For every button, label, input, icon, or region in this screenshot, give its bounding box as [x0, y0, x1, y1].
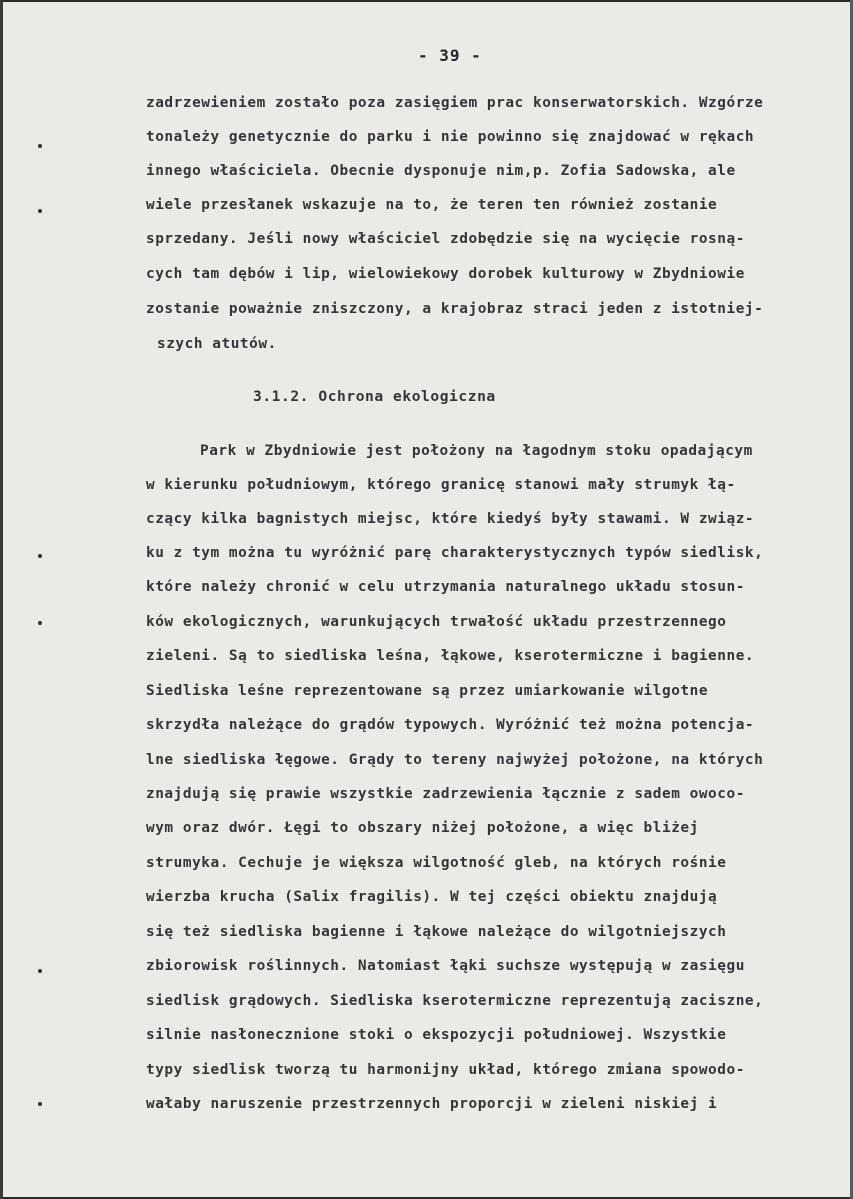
paragraph-line: czący kilka bagnistych miejsc, które kiedyś były stawami. W związ-	[146, 511, 755, 527]
text-line: zadrzewieniem zostało poza zasięgiem prac konserwatorskich. Wzgórze	[146, 95, 764, 111]
paragraph-line: wym oraz dwór. Łęgi to obszary niżej położone, a więc bliżej	[146, 820, 699, 836]
margin-dot	[38, 969, 42, 973]
margin-dot	[38, 621, 42, 625]
scan-left-edge	[0, 0, 3, 1199]
paragraph-line: ku z tym można tu wyróżnić parę charakterystycznych typów siedlisk,	[146, 545, 764, 561]
margin-dot	[38, 144, 42, 148]
paragraph-line: skrzydła należące do grądów typowych. Wyróżnić też można potencja-	[146, 717, 755, 733]
paragraph-line: strumyka. Cechuje je większa wilgotność gleb, na których rośnie	[146, 855, 727, 871]
paragraph-line: Park w Zbydniowie jest położony na łagodnym stoku opadającym	[200, 443, 753, 459]
paragraph-line: się też siedliska bagienne i łąkowe należące do wilgotniejszych	[146, 924, 727, 940]
text-line: szych atutów.	[157, 336, 277, 352]
page-number: - 39 -	[418, 46, 482, 65]
text-line: wiele przesłanek wskazuje na to, że teren ten również zostanie	[146, 197, 718, 213]
paragraph-line: ków ekologicznych, warunkujących trwałość układu przestrzennego	[146, 614, 727, 630]
paragraph-line: znajdują się prawie wszystkie zadrzewienia łącznie z sadem owoco-	[146, 786, 745, 802]
paragraph-line: które należy chronić w celu utrzymania naturalnego układu stosun-	[146, 579, 745, 595]
margin-dot	[38, 554, 42, 558]
paragraph-line: lne siedliska łęgowe. Grądy to tereny najwyżej położone, na których	[146, 752, 764, 768]
paragraph-line: wałaby naruszenie przestrzennych proporcji w zieleni niskiej i	[146, 1096, 718, 1112]
paragraph-line: silnie nasłonecznione stoki o ekspozycji południowej. Wszystkie	[146, 1027, 727, 1043]
text-line: cych tam dębów i lip, wielowiekowy dorobek kulturowy w Zbydniowie	[146, 266, 745, 282]
paragraph-line: typy siedlisk tworzą tu harmonijny układ, którego zmiana spowodo-	[146, 1062, 745, 1078]
text-line: zostanie poważnie zniszczony, a krajobraz straci jeden z istotniej-	[146, 301, 764, 317]
paragraph-line: siedlisk grądowych. Siedliska kserotermiczne reprezentują zaciszne,	[146, 993, 764, 1009]
text-line: tonależy genetycznie do parku i nie powinno się znajdować w rękach	[146, 129, 755, 145]
text-line: innego właściciela. Obecnie dysponuje nim,p. Zofia Sadowska, ale	[146, 163, 736, 179]
section-heading: 3.1.2. Ochrona ekologiczna	[253, 388, 496, 405]
margin-dot	[38, 209, 42, 213]
text-line: sprzedany. Jeśli nowy właściciel zdobędzie się na wycięcie rosną-	[146, 231, 745, 247]
paragraph-line: Siedliska leśne reprezentowane są przez umiarkowanie wilgotne	[146, 683, 709, 699]
paragraph-line: wierzba krucha (Salix fragilis). W tej części obiektu znajdują	[146, 889, 718, 905]
paragraph-line: zieleni. Są to siedliska leśna, łąkowe, kserotermiczne i bagienne.	[146, 648, 755, 664]
margin-dot	[38, 1102, 42, 1106]
paragraph-line: zbiorowisk roślinnych. Natomiast łąki suchsze występują w zasięgu	[146, 958, 745, 974]
paragraph-line: w kierunku południowym, którego granicę stanowi mały strumyk łą-	[146, 477, 736, 493]
